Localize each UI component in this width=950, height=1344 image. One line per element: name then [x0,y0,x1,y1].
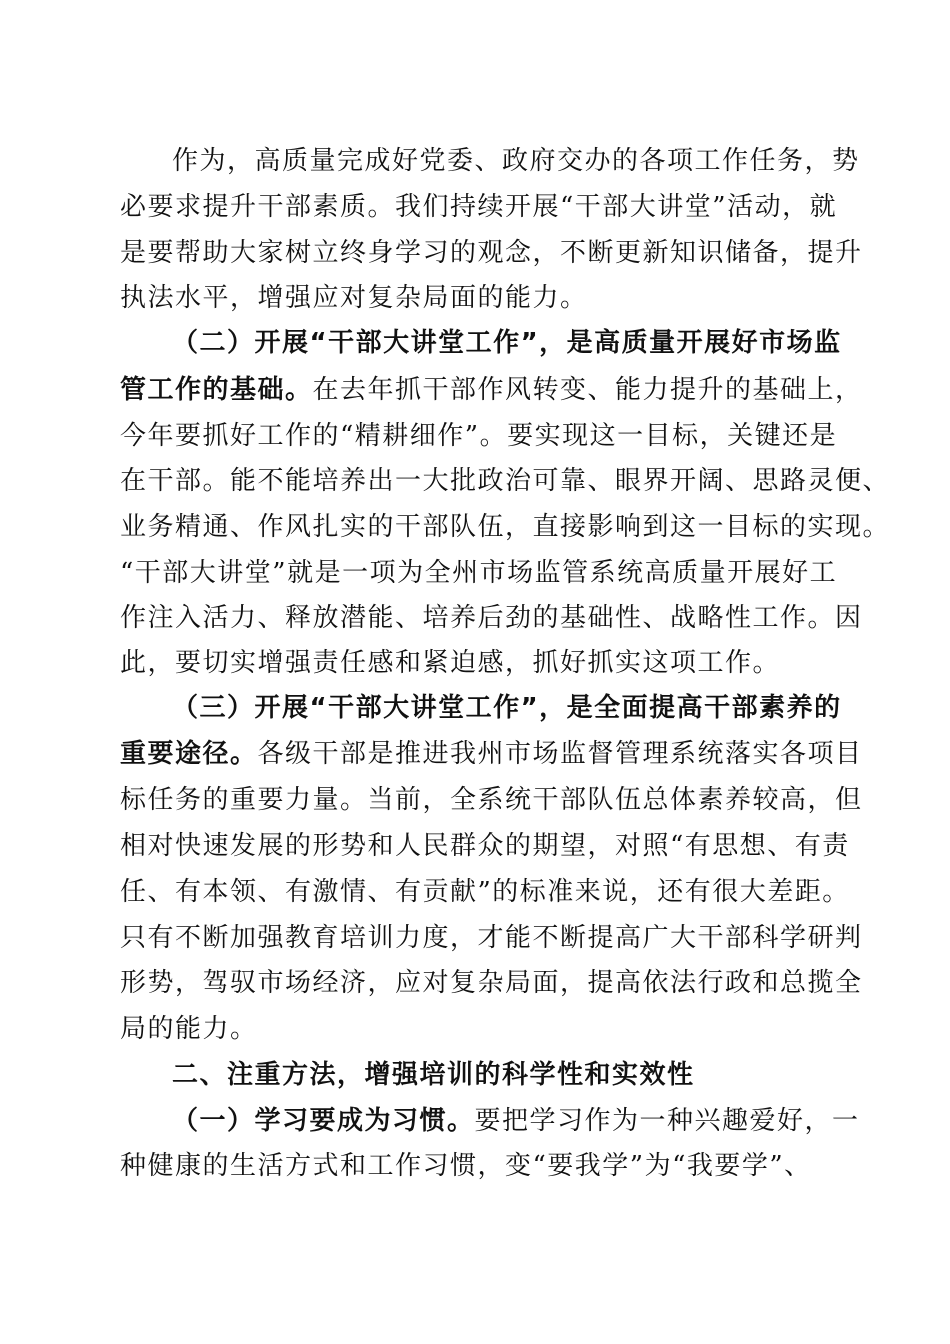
text-line [172,1103,860,1143]
body-text: 各级干部是推进我州市场监督管理系统落实各项目 [257,739,863,769]
bold-heading-text: 管工作的基础。 [120,375,313,405]
text-line [120,1148,812,1188]
body-text: 执法水平，增强应对复杂局面的能力。 [120,283,588,313]
body-text: 局的能力。 [120,1014,258,1044]
body-text: 今年要抓好工作的“精耕细作”。要实现这一目标，关键还是 [120,421,838,451]
text-line [120,509,890,549]
body-text: 作注入活力、释放潜能、培养后劲的基础性、战略性工作。因 [120,603,863,633]
text-line [120,463,890,503]
text-line [120,920,863,960]
text-line [120,189,837,229]
text-line [120,555,837,595]
text-line [172,1057,695,1097]
text-line [120,600,863,640]
body-text: 作为，高质量完成好党委、政府交办的各项工作任务，势 [172,146,860,176]
text-line [120,965,863,1005]
bold-heading-text: （一）学习要成为习惯。 [172,1106,475,1136]
text-line [120,782,863,822]
text-line [120,418,837,458]
body-text: 要把学习作为一种兴趣爱好，一 [474,1106,860,1136]
body-text: 只有不断加强教育培训力度，才能不断提高广大干部科学研判 [120,923,863,953]
text-line [120,874,850,914]
text-line [120,235,863,275]
bold-heading-text: 重要途径。 [120,739,258,769]
bold-heading-text: （二）开展“干部大讲堂工作”，是高质量开展好市场监 [172,328,842,358]
body-text: 是要帮助大家树立终身学习的观念，不断更新知识储备，提升 [120,238,863,268]
body-text: 标任务的重要力量。当前，全系统干部队伍总体素养较高，但 [120,785,863,815]
text-line [172,690,842,730]
body-text: 形势，驾驭市场经济，应对复杂局面，提高依法行政和总揽全 [120,968,863,998]
body-text: 业务精通、作风扎实的干部队伍，直接影响到这一目标的实现。 [120,512,891,542]
body-text: 在去年抓干部作风转变、能力提升的基础上， [312,375,863,405]
text-line [120,372,863,412]
text-line [172,325,842,365]
body-text: “干部大讲堂”就是一项为全州市场监管系统高质量开展好工 [120,558,838,588]
body-text: 此，要切实增强责任感和紧迫感，抓好抓实这项工作。 [120,648,781,678]
text-line [172,143,860,183]
bold-heading-text: （三）开展“干部大讲堂工作”，是全面提高干部素养的 [172,693,842,723]
text-line [120,828,850,868]
body-text: 种健康的生活方式和工作习惯，变“要我学”为“我要学”、 [120,1151,812,1181]
body-text: 必要求提升干部素质。我们持续开展“干部大讲堂”活动，就 [120,192,838,222]
text-line [120,645,780,685]
text-line [120,280,588,320]
body-text: 在干部。能不能培养出一大批政治可靠、眼界开阔、思路灵便、 [120,466,891,496]
body-text: 任、有本领、有激情、有贡献”的标准来说，还有很大差距。 [120,877,850,907]
text-line [120,1011,258,1051]
body-text: 相对快速发展的形势和人民群众的期望，对照“有思想、有责 [120,831,850,861]
text-line [120,736,863,776]
bold-heading-text: 二、注重方法，增强培训的科学性和实效性 [172,1060,695,1090]
